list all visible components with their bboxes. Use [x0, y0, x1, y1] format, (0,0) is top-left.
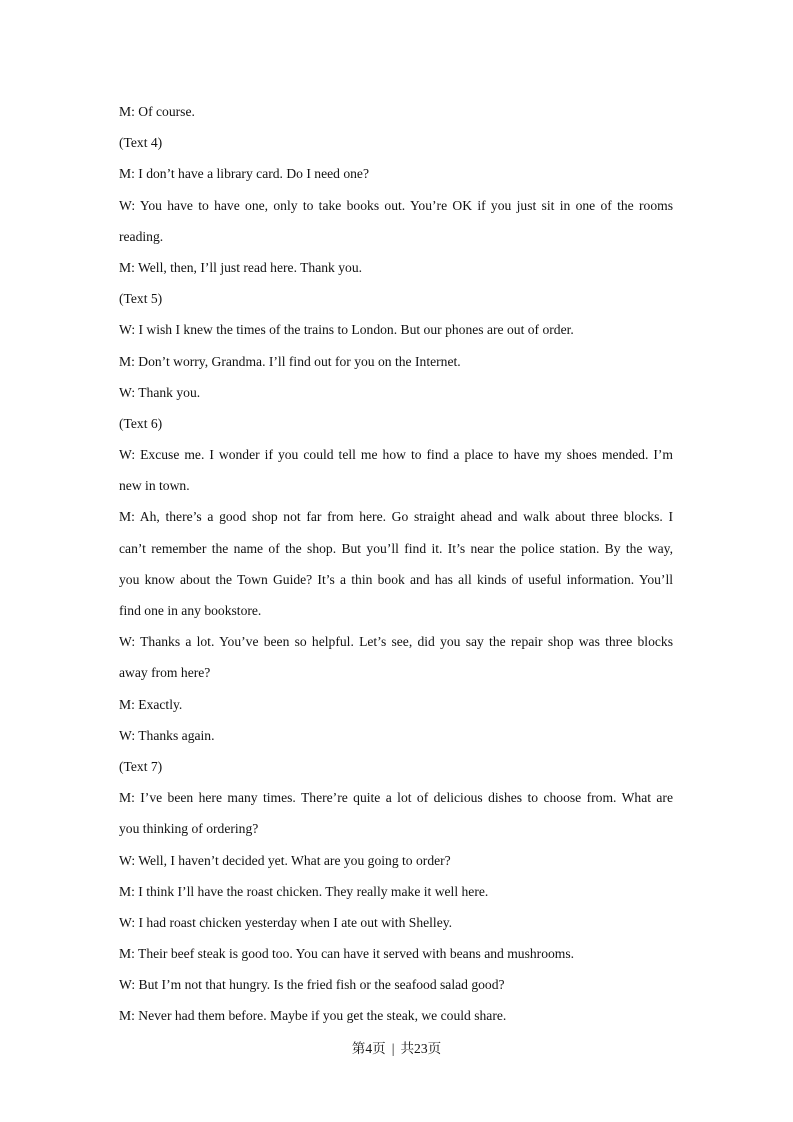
page-number: 第4页 [351, 1041, 386, 1056]
text-line: away from here? [119, 665, 211, 681]
text-line: M: I think I’ll have the roast chicken. They really make it well here. [119, 883, 489, 899]
page-total: 共23页 [400, 1041, 442, 1056]
transcript-text [119, 101, 673, 1037]
text-line: you thinking of ordering? [119, 821, 259, 837]
text-line: M: Well, then, I’ll just read here. Thank you. [119, 259, 363, 275]
text-line: new in town. [119, 478, 190, 494]
text-line: M: Ah, there’s a good shop not far from here. Go straight ahead and walk about three blocks. I [119, 509, 673, 525]
text-line: W: But I’m not that hungry. Is the fried fish or the seafood salad good? [119, 977, 505, 993]
text-line: you know about the Town Guide? It’s a thin book and has all kinds of useful information. You’ll [119, 571, 673, 587]
text-line: W: Well, I haven’t decided yet. What are you going to order? [119, 852, 451, 868]
text-line: (Text 4) [119, 135, 163, 151]
footer-separator: | [391, 1041, 395, 1056]
text-line: W: Thank you. [119, 384, 201, 400]
page-footer [0, 1039, 793, 1059]
text-line: M: Don’t worry, Grandma. I’ll find out for you on the Internet. [119, 353, 461, 369]
text-line: W: I had roast chicken yesterday when I ate out with Shelley. [119, 914, 453, 930]
text-line: W: Thanks a lot. You’ve been so helpful. Let’s see, did you say the repair shop was three blocks [119, 634, 673, 650]
text-line: M: Exactly. [119, 696, 183, 712]
text-line: W: I wish I knew the times of the trains to London. But our phones are out of order. [119, 322, 574, 338]
text-line: W: You have to have one, only to take books out. You’re OK if you just sit in one of the rooms [119, 197, 673, 213]
text-line: can’t remember the name of the shop. But you’ll find it. It’s near the police station. By the way, [119, 540, 673, 556]
text-line: M: Never had them before. Maybe if you get the steak, we could share. [119, 1008, 507, 1024]
text-line: W: Excuse me. I wonder if you could tell me how to find a place to have my shoes mended. I’m [119, 447, 673, 463]
text-line: M: I’ve been here many times. There’re quite a lot of delicious dishes to choose from. What are [119, 790, 673, 806]
text-line: M: Their beef steak is good too. You can have it served with beans and mushrooms. [119, 946, 575, 962]
text-line: (Text 5) [119, 291, 163, 307]
text-line: M: I don’t have a library card. Do I need one? [119, 166, 370, 182]
text-line: (Text 6) [119, 415, 163, 431]
text-line: (Text 7) [119, 758, 163, 774]
text-line: reading. [119, 228, 164, 244]
text-line: W: Thanks again. [119, 727, 215, 743]
text-line: M: Of course. [119, 104, 195, 119]
text-line: find one in any bookstore. [119, 603, 262, 618]
